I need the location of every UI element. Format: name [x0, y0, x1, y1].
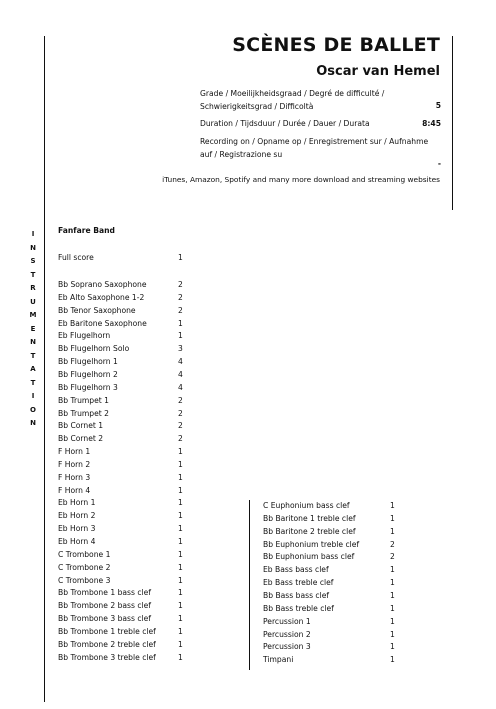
part-quantity: 1 — [178, 253, 183, 262]
full-score-row — [58, 251, 188, 264]
part-name: Bb Flugelhorn 2 — [58, 369, 118, 379]
streaming-platforms: iTunes, Amazon, Spotify and many more download and streaming websites — [162, 175, 440, 184]
part-row — [58, 586, 188, 599]
part-row — [263, 563, 403, 576]
grade-info — [200, 88, 441, 113]
part-row — [58, 291, 188, 304]
part-name: Bb Cornet 1 — [58, 421, 104, 431]
part-quantity: 1 — [178, 652, 183, 662]
part-quantity: 1 — [178, 331, 183, 341]
part-name: Percussion 1 — [263, 616, 311, 626]
part-name: Bb Trombone 3 bass clef — [58, 614, 152, 624]
grade-value: 5 — [435, 101, 441, 110]
band-type-heading: Fanfare Band — [58, 226, 115, 235]
part-name: Eb Bass bass clef — [263, 565, 329, 575]
part-name: Eb Alto Saxophone 1-2 — [58, 292, 145, 302]
part-row — [58, 278, 188, 291]
part-quantity: 1 — [178, 601, 183, 611]
part-row — [263, 640, 403, 653]
part-name: Bb Euphonium bass clef — [263, 552, 355, 562]
part-row — [58, 458, 188, 471]
part-name: Bb Flugelhorn 3 — [58, 382, 118, 392]
part-name: Bb Trombone 2 treble clef — [58, 639, 156, 649]
part-name: Percussion 3 — [263, 642, 311, 652]
part-row — [263, 512, 403, 525]
recording-value: - — [437, 159, 441, 168]
part-name: C Euphonium bass clef — [263, 501, 350, 510]
part-quantity: 1 — [390, 603, 395, 613]
part-quantity: 2 — [390, 552, 395, 562]
part-name: Eb Horn 2 — [58, 511, 96, 521]
part-row — [58, 471, 188, 484]
part-name: F Horn 4 — [58, 485, 91, 495]
part-row — [58, 445, 188, 458]
part-row — [58, 574, 188, 587]
part-row — [263, 550, 403, 563]
part-name: Bb Trumpet 1 — [58, 395, 110, 405]
part-row — [58, 355, 188, 368]
part-quantity: 4 — [178, 369, 183, 379]
part-quantity: 1 — [390, 655, 395, 665]
part-name: Bb Bass treble clef — [263, 603, 334, 613]
part-row — [58, 342, 188, 355]
part-name: C Trombone 3 — [58, 575, 111, 585]
part-name: Bb Flugelhorn Solo — [58, 344, 130, 354]
part-row — [58, 329, 188, 342]
grade-label: Grade / Moeilijkheidsgraad / Degré de difficulté / Schwierigkeitsgrad / Difficoltà — [200, 89, 385, 111]
part-quantity: 1 — [390, 565, 395, 575]
duration-label: Duration / Tijdsduur / Durée / Dauer / Durata — [200, 119, 370, 128]
part-row — [58, 484, 188, 497]
part-quantity: 1 — [390, 616, 395, 626]
part-name: Eb Bass treble clef — [263, 578, 334, 588]
duration-info — [200, 118, 441, 131]
part-row — [58, 625, 188, 638]
part-quantity: 2 — [178, 280, 183, 289]
part-row — [58, 304, 188, 317]
part-name: F Horn 3 — [58, 472, 91, 482]
part-row — [263, 576, 403, 589]
part-row — [58, 612, 188, 625]
piece-title: SCÈNES DE BALLET — [232, 34, 440, 56]
part-name: Bb Trombone 3 treble clef — [58, 652, 156, 662]
part-name: Bb Baritone 1 treble clef — [263, 513, 356, 523]
part-quantity: 1 — [178, 562, 183, 572]
part-quantity: 1 — [390, 578, 395, 588]
part-quantity: 2 — [178, 421, 183, 431]
part-row — [58, 496, 188, 509]
part-row — [58, 432, 188, 445]
part-row — [58, 535, 188, 548]
part-row — [58, 599, 188, 612]
part-name: Eb Horn 4 — [58, 537, 96, 546]
part-quantity: 2 — [178, 292, 183, 302]
part-quantity: 1 — [390, 642, 395, 652]
part-name: Bb Bass bass clef — [263, 590, 330, 600]
part-name: C Trombone 2 — [58, 562, 111, 572]
part-quantity: 2 — [178, 305, 183, 315]
part-row — [263, 525, 403, 538]
part-quantity: 1 — [178, 524, 183, 534]
part-quantity: 1 — [178, 447, 183, 457]
recording-info — [200, 136, 441, 168]
part-row — [263, 653, 403, 666]
part-row — [58, 368, 188, 381]
part-name: Bb Trombone 1 treble clef — [58, 626, 156, 636]
part-name: Bb Tenor Saxophone — [58, 305, 136, 315]
part-quantity: 1 — [178, 472, 183, 482]
instrumentation-label: I N S T R U M E N T A T I O N — [29, 230, 37, 427]
part-quantity: 3 — [178, 344, 183, 354]
part-row — [58, 394, 188, 407]
right-rule — [452, 36, 453, 210]
part-quantity: 1 — [178, 459, 183, 469]
part-quantity: 1 — [178, 588, 183, 598]
part-quantity: 1 — [390, 513, 395, 523]
part-quantity: 1 — [178, 549, 183, 559]
part-quantity: 1 — [390, 590, 395, 600]
part-name: Bb Cornet 2 — [58, 434, 104, 444]
part-name: C Trombone 1 — [58, 549, 111, 559]
part-quantity: 1 — [178, 626, 183, 636]
part-name: Bb Baritone 2 treble clef — [263, 526, 356, 536]
part-quantity: 1 — [178, 575, 183, 585]
part-quantity: 1 — [390, 501, 395, 510]
part-name: Eb Flugelhorn — [58, 331, 111, 341]
part-quantity: 1 — [178, 498, 183, 508]
part-quantity: 2 — [178, 408, 183, 418]
part-row — [58, 509, 188, 522]
part-name: Bb Trombone 2 bass clef — [58, 601, 152, 611]
part-row — [58, 561, 188, 574]
part-row — [58, 407, 188, 420]
part-row — [263, 602, 403, 615]
part-quantity: 4 — [178, 382, 183, 392]
part-row — [263, 499, 403, 512]
part-row — [58, 419, 188, 432]
part-quantity: 2 — [178, 434, 183, 444]
part-name: Bb Trumpet 2 — [58, 408, 110, 418]
part-name: Full score — [58, 253, 94, 262]
part-quantity: 1 — [178, 318, 183, 328]
part-row — [263, 628, 403, 641]
column-divider — [249, 500, 250, 670]
part-name: Bb Soprano Saxophone — [58, 280, 147, 289]
part-row — [263, 538, 403, 551]
part-name: Percussion 2 — [263, 629, 311, 639]
part-quantity: 1 — [390, 526, 395, 536]
part-quantity: 2 — [178, 395, 183, 405]
composer-name: Oscar van Hemel — [316, 64, 440, 79]
duration-value: 8:45 — [422, 119, 441, 128]
part-name: Eb Horn 1 — [58, 498, 96, 508]
part-row — [58, 522, 188, 535]
part-quantity: 1 — [178, 537, 183, 546]
part-name: Eb Horn 3 — [58, 524, 96, 534]
part-row — [58, 548, 188, 561]
left-rule — [44, 36, 45, 702]
part-row — [58, 317, 188, 330]
part-row — [58, 651, 188, 664]
recording-label: Recording on / Opname op / Enregistrement sur / Aufnahme auf / Registrazione su — [200, 137, 429, 159]
part-name: F Horn 2 — [58, 459, 91, 469]
part-row — [263, 589, 403, 602]
part-row — [58, 381, 188, 394]
part-name: Eb Baritone Saxophone — [58, 318, 147, 328]
part-quantity: 2 — [390, 539, 395, 549]
part-quantity: 1 — [178, 485, 183, 495]
part-quantity: 1 — [178, 639, 183, 649]
part-name: Timpani — [263, 655, 294, 665]
part-name: Bb Flugelhorn 1 — [58, 357, 118, 367]
part-name: Bb Euphonium treble clef — [263, 539, 360, 549]
part-quantity: 4 — [178, 357, 183, 367]
part-name: Bb Trombone 1 bass clef — [58, 588, 152, 598]
part-quantity: 1 — [390, 629, 395, 639]
part-quantity: 1 — [178, 614, 183, 624]
part-row — [58, 638, 188, 651]
part-row — [263, 615, 403, 628]
part-quantity: 1 — [178, 511, 183, 521]
part-name: F Horn 1 — [58, 447, 91, 457]
